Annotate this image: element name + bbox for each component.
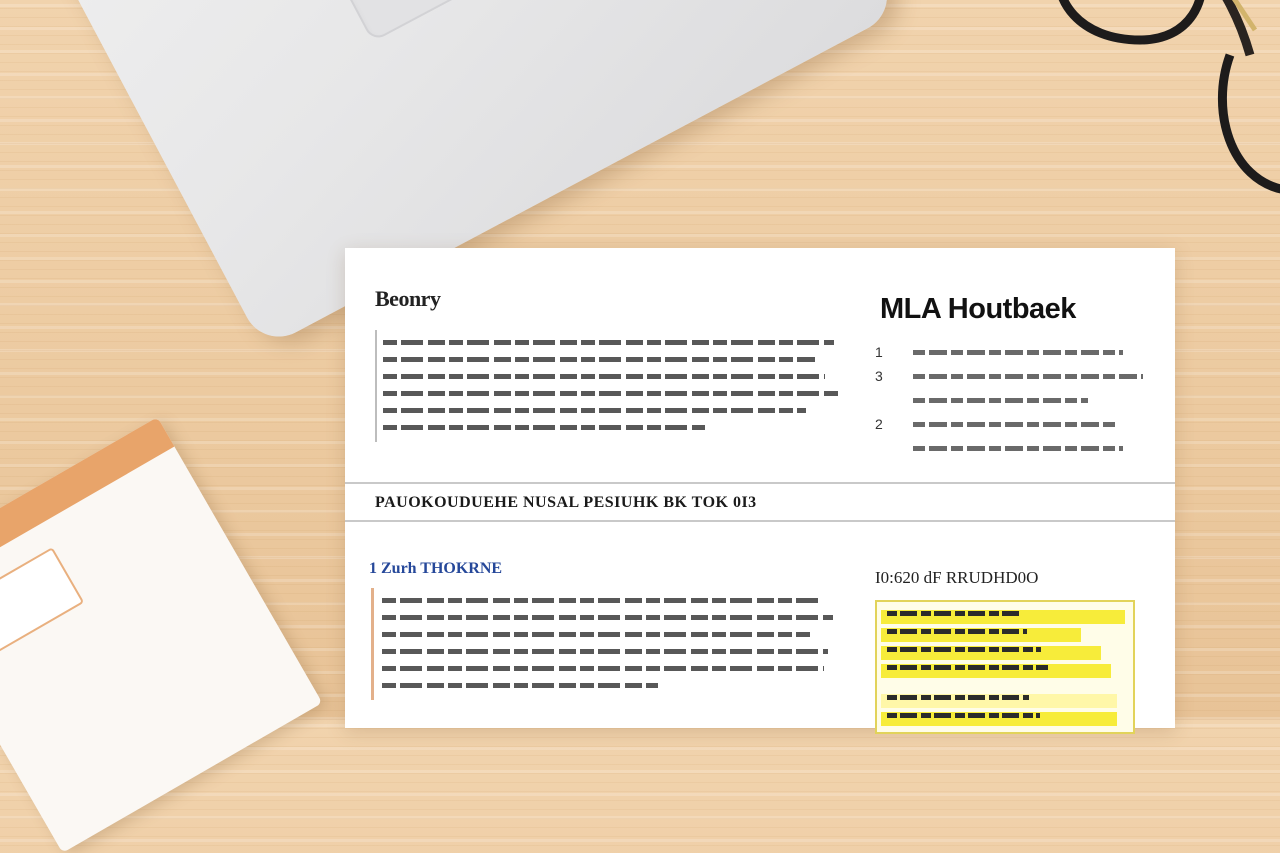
list-item	[875, 436, 1145, 460]
notebook-tab	[0, 547, 84, 659]
divider	[345, 482, 1175, 484]
list-item: 2	[875, 412, 1145, 436]
section-banner: PAUOKOUDUEHE NUSAL PESIUHK BK TOK 0I3	[375, 494, 757, 511]
laptop-trackpad	[293, 0, 602, 42]
notebook	[0, 417, 322, 853]
list-item	[875, 388, 1145, 412]
subheading	[369, 560, 502, 578]
body-paragraph-1	[375, 330, 843, 442]
divider	[345, 520, 1175, 522]
document-heading-left: Beonry	[375, 286, 441, 311]
document-title: MLA Houtbaek	[880, 293, 1076, 325]
list-item: 1	[875, 340, 1145, 364]
glasses-icon	[1040, 0, 1280, 250]
reference-title: I0:620 dF RRUDHD0O	[875, 568, 1039, 587]
numbered-list	[875, 340, 1145, 460]
highlighted-reference-box	[875, 600, 1135, 734]
subheading-text: Zurh THOKRNE	[381, 560, 503, 577]
list-item: 3	[875, 364, 1145, 388]
mla-handout-document	[345, 248, 1175, 728]
body-paragraph-2	[371, 588, 842, 700]
subheading-number: 1	[369, 560, 377, 577]
